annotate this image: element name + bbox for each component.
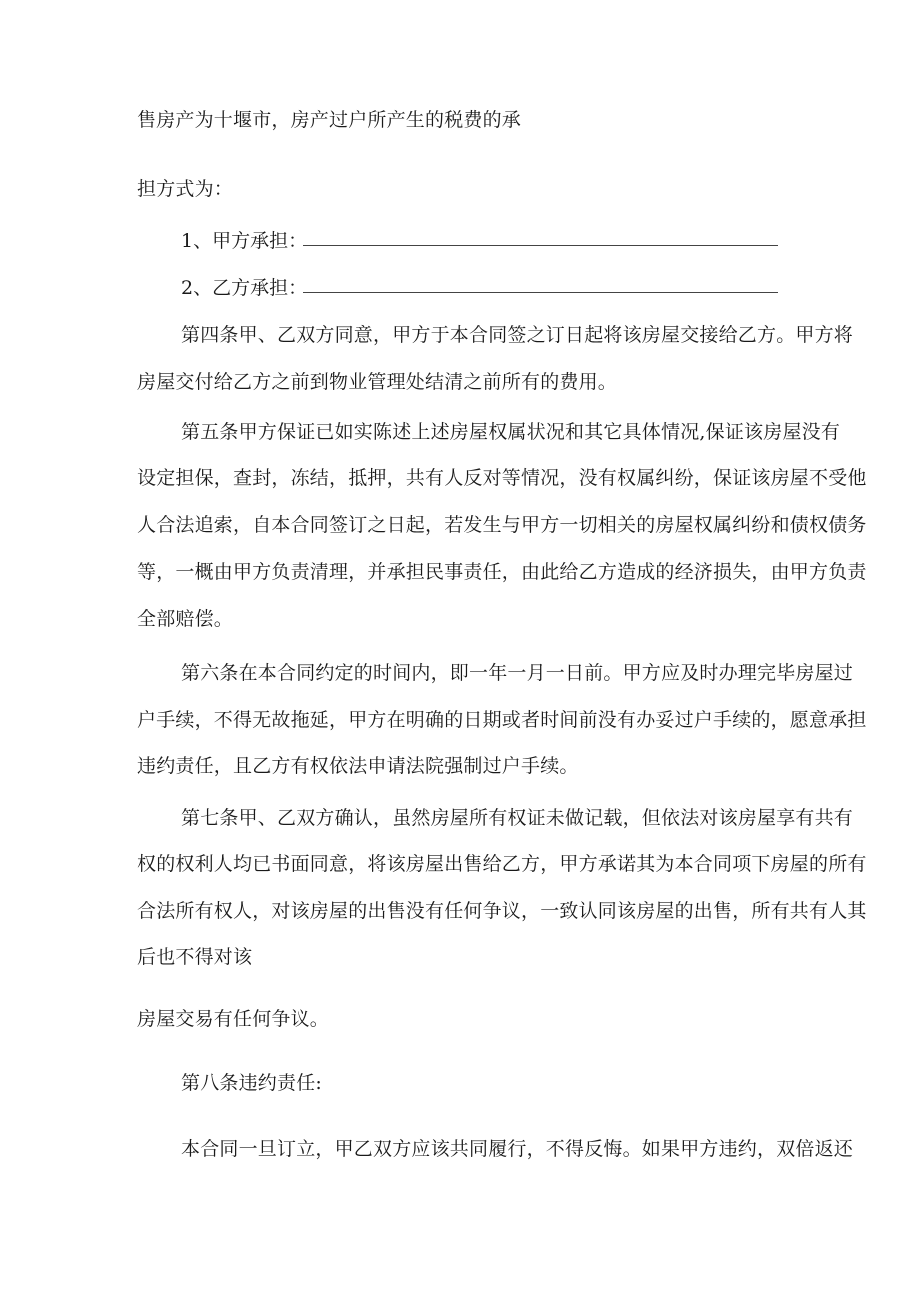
article-5-line: 第五条甲方保证已如实陈述上述房屋权属状况和其它具体情况,保证该房屋没有 [181,421,841,443]
article-5-line: 等，一概由甲方负责清理，并承担民事责任，由此给乙方造成的经济损失，由甲方负责 [137,561,867,583]
paragraph-line: 担方式为： [137,178,234,200]
article-8-line: 本合同一旦订立，甲乙双方应该共同履行，不得反悔。如果甲方违约，双倍返还 [181,1138,854,1160]
article-8-heading: 第八条违约责任: [181,1072,323,1094]
blank-underline [303,245,778,246]
article-7-line: 房屋交易有任何争议。 [137,1008,330,1030]
tax-item-label: 1、甲方承担： [181,230,308,252]
blank-underline [303,292,778,293]
article-4-line: 房屋交付给乙方之前到物业管理处结清之前所有的费用。 [137,371,618,393]
paragraph-line: 售房产为十堰市，房产过户所产生的税费的承 [137,109,522,131]
article-6-line: 第六条在本合同约定的时间内，即一年一月一日前。甲方应及时办理完毕房屋过 [181,662,854,684]
tax-item-party-a [181,229,307,253]
article-7-line: 合法所有权人，对该房屋的出售没有任何争议，一致认同该房屋的出售，所有共有人其 [137,900,867,922]
article-5-line: 设定担保，查封，冻结，抵押，共有人反对等情况，没有权属纠纷，保证该房屋不受他 [137,467,867,489]
article-5-line: 全部赔偿。 [137,608,234,630]
article-7-line: 后也不得对该 [137,946,253,968]
article-4-line: 第四条甲、乙双方同意，甲方于本合同签之订日起将该房屋交接给乙方。甲方将 [181,324,854,346]
article-6-line: 户手续，不得无故拖延，甲方在明确的日期或者时间前没有办妥过户手续的，愿意承担 [137,709,867,731]
article-7-line: 第七条甲、乙双方确认，虽然房屋所有权证未做记载，但依法对该房屋享有共有 [181,807,854,829]
article-5-line: 人合法追索，自本合同签订之日起，若发生与甲方一切相关的房屋权属纠纷和债权债务 [137,514,867,536]
article-6-line: 违约责任，且乙方有权依法申请法院强制过户手续。 [137,755,579,777]
tax-item-party-b [181,276,307,300]
article-7-line: 权的权利人均已书面同意，将该房屋出售给乙方，甲方承诺其为本合同项下房屋的所有 [137,853,867,875]
tax-item-label: 2、乙方承担： [181,277,308,299]
